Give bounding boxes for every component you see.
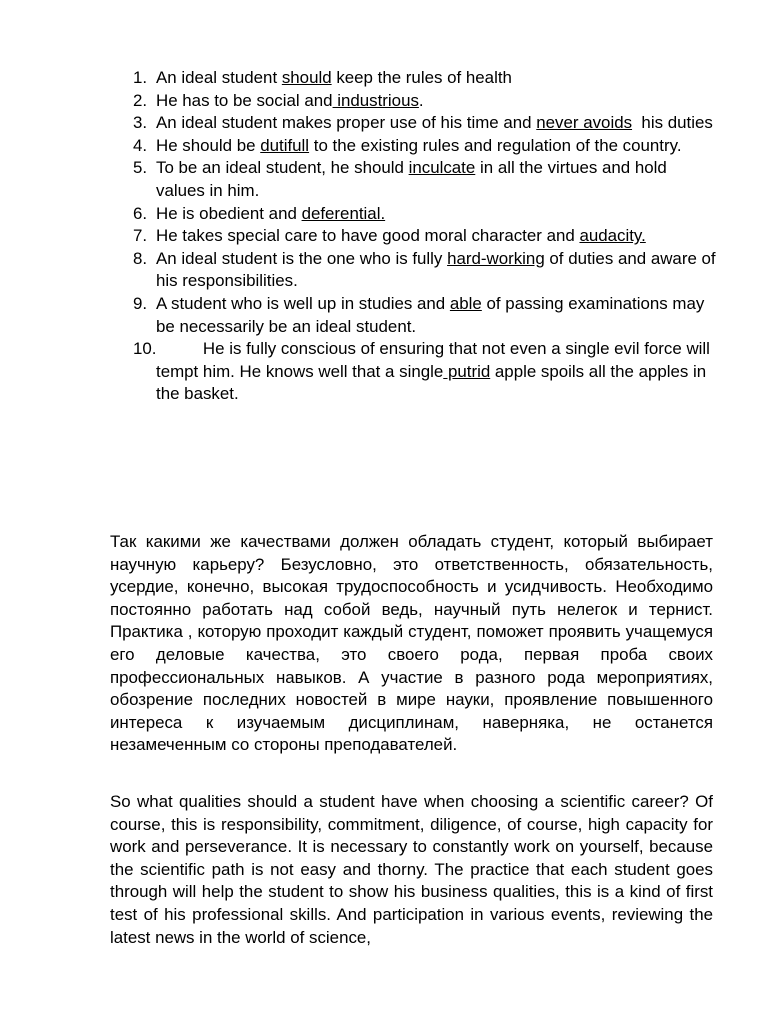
list-text: An ideal student makes proper use of his time and	[156, 113, 537, 133]
list-text: An ideal student	[156, 68, 282, 87]
list-text: his duties	[632, 113, 713, 133]
list-number: 6.	[133, 203, 148, 223]
underlined-word: industrious	[332, 90, 419, 110]
list-item	[110, 157, 720, 202]
list-number: 4.	[133, 135, 148, 155]
list-item	[110, 90, 720, 113]
underlined-word: should	[281, 68, 332, 87]
underlined-word: never avoids	[536, 113, 633, 133]
paragraph-english: So what qualities should a student have when choosing a scientific career? Of course, this is responsibility, commitment, diligence, of course, high capacity for work and perseverance. It is necessary to constantly work on yourself, because the scientific path is not easy and thorny. The practice that each student goes through will help the student to show his business qualities, this is a kind of first test of his professional skills. And participation in various events, reviewing the latest news in the world of science,	[110, 792, 713, 947]
list-text: to the existing rules and regulation of the country.	[309, 135, 682, 155]
list-text: of passing examinations may be necessarily be an ideal student.	[156, 293, 705, 336]
list-item	[110, 248, 720, 293]
list-text: A student who is well up in studies and	[156, 293, 450, 313]
underlined-word: audacity.	[579, 226, 646, 246]
underlined-word: hard-working	[447, 248, 545, 268]
list-number: 10.	[133, 339, 157, 359]
underlined-word: putrid	[443, 361, 491, 381]
list-item	[110, 67, 720, 90]
list-number: 1.	[133, 68, 148, 87]
list-number: 3.	[133, 113, 148, 133]
list-text: He takes special care to have good moral character and	[156, 226, 580, 246]
list-number: 7.	[133, 226, 148, 246]
list-text: in all the virtues and hold values in him.	[156, 158, 667, 200]
list-text: To be an ideal student, he should	[156, 158, 409, 178]
list-text: .	[418, 90, 424, 110]
underlined-word: dutifull	[260, 135, 310, 155]
paragraph-russian: Так какими же качествами должен обладать студент, который выбирает научную карьеру? Безусловно, это ответственность, обязательность, усердие, конечно, высокая трудоспособность и усидчивость. Необходимо постоянно работать над собой ведь, научный путь нелегок и тернист. Практика , которую проходит каждый студент, поможет проявить учащемуся его деловые качества, это своего рода, первая проба своих профессиональных навыков. А участие в разного рода мероприятиях, обозрение последних новостей в мире науки, проявление повышенного интереса к изучаемым дисциплинам, наверняка, не останется незамеченным со стороны преподавателей.	[110, 532, 713, 755]
list-text: An ideal student is the one who is fully	[156, 248, 448, 268]
list-item	[110, 203, 720, 226]
list-text: He is obedient and	[156, 203, 302, 223]
list-number: 2.	[133, 90, 148, 110]
list-item	[110, 135, 720, 158]
list-text: of duties and aware of his responsibilities.	[156, 248, 716, 291]
list-text: apple spoils all the apples in the basket.	[156, 361, 707, 404]
ideal-student-list	[110, 67, 720, 406]
list-number: 5.	[133, 158, 148, 178]
list-item	[110, 225, 720, 248]
underlined-word: deferential.	[301, 203, 386, 223]
list-text: He has to be social and	[156, 90, 333, 110]
underlined-word: able	[449, 293, 482, 313]
list-item	[110, 112, 720, 135]
list-text: keep the rules of health	[331, 68, 512, 87]
list-number: 9.	[133, 293, 148, 313]
list-item	[110, 338, 720, 406]
list-text: He is fully conscious of ensuring that not even a single evil force will tempt him. He knows well that a single	[156, 339, 710, 381]
list-item	[110, 293, 720, 338]
list-text: He should be	[156, 135, 261, 155]
underlined-word: inculcate	[408, 158, 476, 178]
list-number: 8.	[133, 248, 148, 268]
